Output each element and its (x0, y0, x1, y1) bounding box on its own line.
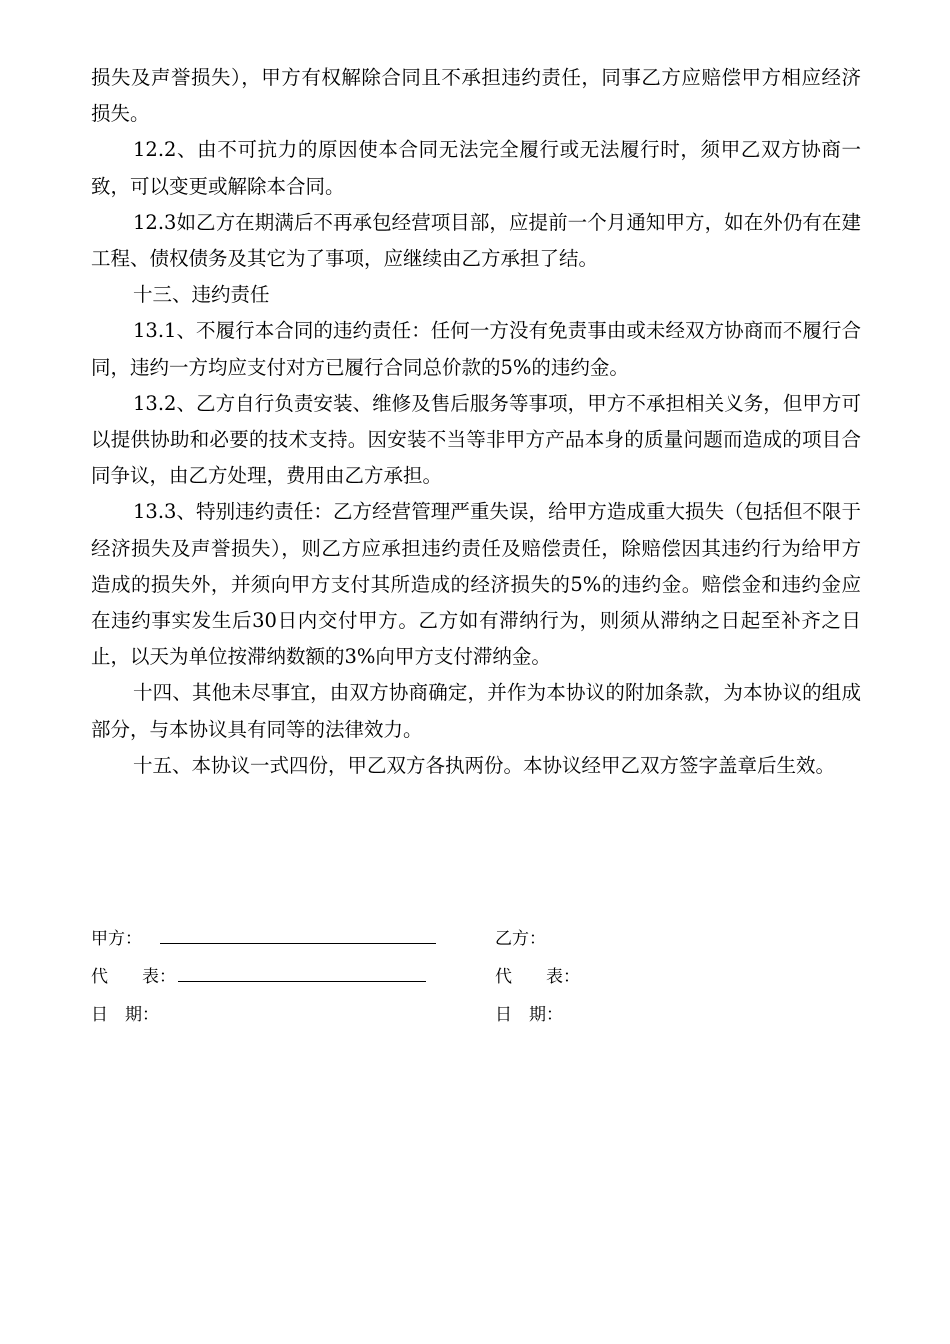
rep-a-field (91, 958, 426, 996)
paragraph-continuation: 损失及声誉损失），甲方有权解除合同且不承担违约责任，同事乙方应赔偿甲方相应经济损失。 (91, 66, 861, 126)
party-a-label: 甲方： (91, 929, 142, 949)
section-heading-13: 十三、违约责任 (133, 283, 270, 307)
paragraph-14: 十四、其他未尽事宜，由双方协商确定，并作为本协议的附加条款，为本协议的组成部分，与本协议具有同等的法律效力。 (91, 681, 861, 741)
paragraph-12-3: 12.3如乙方在期满后不再承包经营项目部，应提前一个月通知甲方，如在外仍有在建工程、债权债务及其它为了事项，应继续由乙方承担了结。 (91, 210, 861, 271)
signature-row-representative (91, 958, 871, 996)
party-b-label: 乙方： (495, 929, 546, 949)
contract-body (91, 60, 861, 784)
signature-row-party (91, 920, 871, 958)
rep-a-signature-line (178, 961, 426, 982)
rep-b-label: 代 表： (495, 967, 580, 987)
paragraph-13-2: 13.2、乙方自行负责安装、维修及售后服务等事项，甲方不承担相关义务，但甲方可以提供协助和必要的技术支持。因安装不当等非甲方产品本身的质量问题而造成的项目合同争议，由乙方处理，费用由乙方承担。 (91, 391, 861, 488)
paragraph-15: 十五、本协议一式四份，甲乙双方各执两份。本协议经甲乙双方签字盖章后生效。 (133, 753, 836, 777)
party-a-field (91, 920, 436, 958)
signature-block (91, 920, 871, 1034)
date-a-label: 日 期： (91, 1005, 159, 1025)
date-b-label: 日 期： (495, 1005, 563, 1025)
paragraph-13-3: 13.3、特别违约责任：乙方经营管理严重失误，给甲方造成重大损失（包括但不限于经济损失及声誉损失），则乙方应承担违约责任及赔偿责任，除赔偿因其违约行为给甲方造成的损失外，并须向甲方支付其所造成的经济损失的5%的违约金。赔偿金和违约金应在违约事实发生后30日内交付甲方。乙方如有滞纳行为，则须从滞纳之日起至补齐之日止，以天为单位按滞纳数额的3%向甲方支付滞纳金。 (91, 500, 861, 669)
signature-row-date (91, 996, 871, 1034)
paragraph-13-1: 13.1、不履行本合同的违约责任：任何一方没有免责事由或未经双方协商而不履行合同，违约一方均应支付对方已履行合同总价款的5%的违约金。 (91, 319, 861, 379)
party-a-signature-line (160, 923, 436, 944)
rep-a-label: 代 表： (91, 967, 176, 987)
paragraph-12-2: 12.2、由不可抗力的原因使本合同无法完全履行或无法履行时，须甲乙双方协商一致，可以变更或解除本合同。 (91, 138, 861, 198)
